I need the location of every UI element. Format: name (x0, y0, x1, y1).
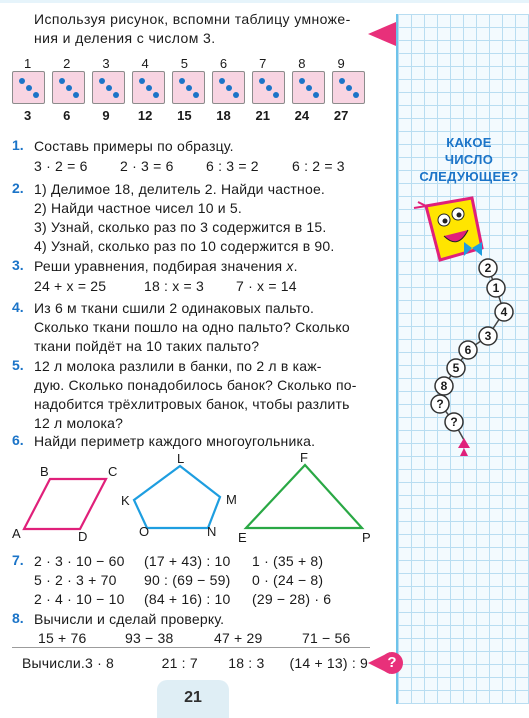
expression: 90 : (69 − 59) (144, 572, 231, 588)
tail-number: 2 (484, 261, 492, 275)
die-icon (52, 71, 85, 104)
vertex-label: C (108, 464, 118, 479)
dice-top-number: 2 (63, 56, 71, 71)
task-8 (34, 610, 370, 648)
expression: 0 · (24 − 8) (252, 572, 324, 588)
pentagon-shape (134, 466, 220, 528)
vertex-label: E (238, 530, 247, 544)
task-7 (34, 552, 370, 609)
task-4-line: ткани пойдёт на 10 таких пальто? (34, 338, 260, 354)
task-1 (34, 137, 370, 176)
side-question-line: СЛЕДУЮЩЕЕ? (419, 169, 519, 184)
dice-top-number: 4 (141, 56, 149, 71)
task-4-line: Из 6 м ткани сшили 2 одинаковых пальто. (34, 300, 315, 316)
expression: 71 − 56 (302, 630, 351, 646)
task-8-text: Вычисли и сделай проверку. (34, 611, 225, 627)
task-5-line: 12 л молока? (34, 415, 124, 431)
example: 6 : 3 = 2 (206, 158, 259, 174)
task-2-item: 2) Найди частное чисел 10 и 5. (34, 200, 242, 216)
tail-number: 8 (440, 379, 448, 393)
vertex-label: F (300, 452, 308, 465)
page-top-strip (0, 0, 529, 3)
expression: 3 · 8 (85, 655, 115, 671)
expression: 93 − 38 (125, 630, 174, 646)
die-icon (252, 71, 285, 104)
dice-top-number: 1 (23, 56, 32, 71)
variable: x (286, 258, 294, 274)
task-2-item: 4) Узнай, сколько раз по 10 содержится в 90. (34, 238, 335, 254)
intro-line: ния и деления с числом 3. (34, 30, 216, 46)
tail-end-bow-icon (458, 438, 470, 448)
dice-bottom-number: 9 (102, 108, 110, 123)
compute-label: Вычисли. (22, 655, 85, 671)
task-5-line: дую. Сколько понадобилось банок? Сколько по- (34, 377, 357, 393)
task-4 (34, 299, 370, 356)
expression: (14 + 13) : 9 (289, 655, 368, 671)
dice-bottom-numbers (8, 108, 368, 123)
equation: 7 · x = 14 (236, 278, 297, 294)
task-number: 1. (12, 137, 24, 153)
die-icon (212, 71, 245, 104)
expression: 1 · (35 + 8) (252, 553, 324, 569)
intro-text (34, 10, 374, 48)
vertex-label: A (12, 526, 21, 541)
task-3-text-end: . (293, 258, 298, 274)
expression: (84 + 16) : 10 (144, 591, 231, 607)
dice-top-numbers (8, 56, 368, 71)
equation: 24 + x = 25 (34, 278, 107, 294)
dice-bottom-number: 15 (177, 108, 192, 123)
vertex-label: O (139, 524, 150, 539)
dice-bottom-number: 12 (137, 108, 153, 123)
dice-top-number: 3 (102, 56, 110, 71)
die-icon (92, 71, 125, 104)
polygons-figure (10, 452, 380, 544)
task-number: 3. (12, 257, 24, 273)
kite-illustration (400, 190, 528, 460)
dice-row (12, 71, 365, 104)
dice-bottom-number: 21 (255, 108, 270, 123)
die-icon (172, 71, 205, 104)
expression: 15 + 76 (38, 630, 87, 646)
dice-top-number: 8 (298, 56, 306, 71)
vertex-label: M (226, 492, 237, 507)
task-5-line: 12 л молока разлили в банки, по 2 л в каж- (34, 358, 322, 374)
intro-line: Используя рисунок, вспомни таблицу умноже- (34, 11, 351, 27)
expression: 2 · 4 · 10 − 10 (34, 591, 125, 607)
task-number: 5. (12, 357, 24, 373)
tail-number: 3 (484, 329, 492, 343)
kite-body (426, 198, 482, 260)
task-2-item: 3) Узнай, сколько раз по 3 содержится в 15. (34, 219, 327, 235)
vertex-label: N (207, 524, 217, 539)
compute-row (22, 654, 368, 673)
equation: 18 : x = 3 (144, 278, 204, 294)
task-number: 6. (12, 432, 24, 448)
dice-bottom-number: 18 (216, 108, 231, 123)
task-number: 4. (12, 299, 24, 315)
tail-number: 1 (492, 281, 500, 295)
example: 6 : 2 = 3 (292, 158, 345, 174)
tail-number: 5 (452, 361, 460, 375)
side-question-line: ЧИСЛО (444, 152, 494, 167)
expression: 21 : 7 (161, 655, 198, 671)
die-icon (332, 71, 365, 104)
die-icon (12, 71, 45, 104)
vertex-label: L (177, 452, 185, 466)
bottom-rule (12, 647, 370, 648)
task-1-text: Составь примеры по образцу. (34, 138, 234, 154)
vertex-label: K (121, 493, 130, 508)
task-number: 7. (12, 552, 24, 568)
tail-number: ? (450, 415, 458, 429)
task-5-line: надобится трёхлитровых банок, чтобы разлить (34, 396, 350, 412)
task-3 (34, 257, 370, 296)
dice-bottom-number: 24 (294, 108, 310, 123)
dice-top-number: 6 (219, 56, 228, 71)
side-question-line: КАКОЕ (446, 135, 492, 150)
expression: (29 − 28) · 6 (252, 591, 332, 607)
side-question (414, 134, 524, 185)
dice-top-number: 5 (180, 56, 188, 71)
question-marker-icon: ? (381, 652, 403, 674)
parallelogram-shape (24, 479, 106, 529)
dice-bottom-number: 3 (23, 108, 32, 123)
dice-bottom-number: 6 (63, 108, 71, 123)
page-number: 21 (157, 680, 229, 718)
example: 3 · 2 = 6 (34, 158, 88, 174)
dice-bottom-number: 27 (333, 108, 349, 123)
vertex-label: D (78, 529, 88, 544)
dice-top-number: 7 (259, 56, 267, 71)
expression: 18 : 3 (228, 655, 265, 671)
task-2-item: 1) Делимое 18, делитель 2. Найди частное. (34, 181, 326, 197)
triangle-shape (246, 465, 362, 528)
task-3-text: Реши уравнения, подбирая значения (34, 258, 287, 274)
task-number: 8. (12, 610, 24, 626)
task-number: 2. (12, 180, 24, 196)
expression: (17 + 43) : 10 (144, 553, 231, 569)
expression: 2 · 3 · 10 − 60 (34, 553, 125, 569)
task-5 (34, 357, 370, 433)
die-icon (292, 71, 325, 104)
dice-top-number: 9 (337, 56, 345, 71)
tail-number: 4 (500, 305, 508, 319)
example: 2 · 3 = 6 (120, 158, 174, 174)
task-2 (34, 180, 370, 256)
vertex-label: B (40, 464, 49, 479)
task-6-text: Найди периметр каждого многоугольника. (34, 433, 316, 449)
expression: 47 + 29 (214, 630, 263, 646)
task-4-line: Сколько ткани пошло на одно пальто? Сколько (34, 319, 350, 335)
die-icon (132, 71, 165, 104)
vertex-label: P (362, 530, 371, 544)
tail-number: 6 (464, 343, 472, 357)
tail-number: ? (436, 397, 444, 411)
expression: 5 · 2 · 3 + 70 (34, 572, 117, 588)
